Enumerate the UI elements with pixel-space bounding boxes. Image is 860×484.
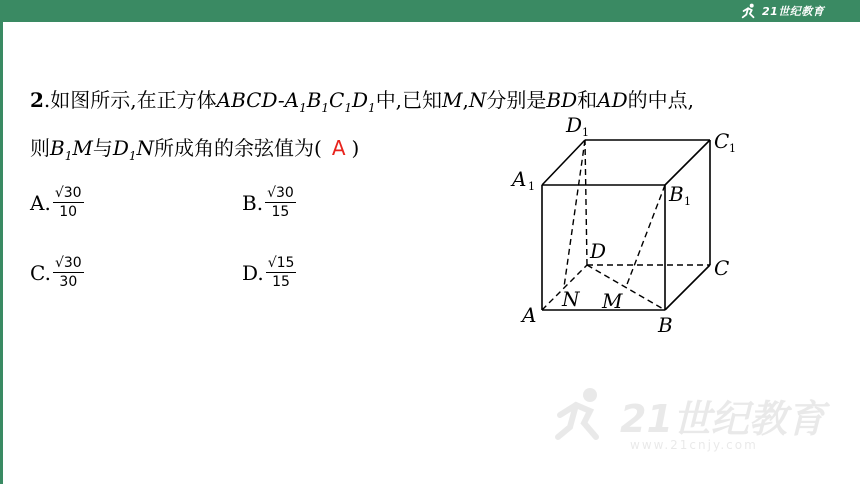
denominator: 15	[271, 204, 290, 220]
edge-d1-a1	[542, 140, 585, 185]
point-n: N	[468, 88, 487, 112]
denominator: 10	[59, 204, 78, 220]
word-and: 和	[577, 88, 598, 112]
option-letter: B.	[242, 190, 264, 215]
question-mid: 中,已知	[375, 88, 443, 112]
word-midpoint: 的中点,	[627, 88, 694, 112]
label-d1: D	[566, 113, 583, 137]
numerator: √30	[54, 255, 82, 271]
edge-b-c	[665, 265, 710, 310]
point-b1: B	[50, 136, 65, 160]
denominator: 15	[272, 274, 290, 290]
question-line-1: 2.如图所示,在正方体ABCD-$A_1B_1C_1D_1$中,已知M,N分别是BD和AD的中点,	[30, 88, 694, 115]
label-d1-sub: 1	[582, 126, 589, 139]
point-n-2: N	[136, 136, 155, 160]
numerator: √30	[54, 185, 82, 201]
watermark-text: 21世纪教育	[620, 397, 825, 441]
brand-name: 21世纪教育	[762, 5, 825, 18]
option-letter: D.	[242, 260, 264, 285]
label-b1-sub: 1	[684, 195, 691, 208]
runner-logo-icon	[740, 2, 758, 20]
label-d: D	[590, 239, 607, 263]
label-c1: C	[714, 129, 730, 153]
option-fraction	[53, 255, 84, 290]
runner-watermark-icon	[550, 385, 610, 445]
label-c: C	[714, 256, 730, 280]
word-ze: 则	[30, 136, 50, 160]
numerator: √30	[267, 185, 294, 201]
segment-d-b	[587, 265, 665, 310]
close-paren: )	[351, 136, 360, 160]
option-d[interactable]	[242, 255, 296, 290]
watermark-url: www.21cnjy.com	[630, 438, 758, 452]
question-line-2: 则$B_1M$与$D_1N$所成角的余弦值为( A )	[30, 128, 830, 176]
point-d1: D	[112, 136, 129, 160]
edge-b1-c1	[665, 140, 710, 185]
point-m-2: M	[72, 136, 93, 160]
label-a: A	[522, 303, 537, 327]
label-b: B	[658, 313, 673, 337]
left-rule	[0, 22, 3, 484]
top-bar	[0, 0, 860, 22]
point-m: M	[442, 88, 463, 112]
question-ask: 所成角的余弦值为(	[154, 136, 322, 160]
option-fraction	[266, 255, 297, 290]
numerator: √15	[267, 255, 295, 271]
option-c[interactable]	[30, 255, 84, 290]
question-prefix: 如图所示,在正方体	[50, 88, 217, 112]
denominator: 30	[59, 274, 78, 290]
segment-ad: AD	[597, 88, 628, 112]
option-b[interactable]	[242, 185, 296, 220]
answer-mark: A	[331, 136, 346, 160]
watermark	[550, 380, 840, 460]
option-fraction	[53, 185, 84, 220]
edge-d-d1	[585, 140, 587, 265]
option-a[interactable]	[30, 185, 84, 220]
question-end: 分别是	[486, 88, 547, 112]
label-m: M	[602, 289, 623, 313]
segment-d1-n	[564, 140, 585, 287]
option-letter: C.	[30, 260, 51, 285]
question-number: 2	[30, 88, 44, 112]
brand	[740, 1, 824, 21]
word-yu: 与	[92, 136, 113, 160]
cube-figure	[500, 110, 760, 350]
label-n: N	[562, 287, 580, 311]
segment-bd: BD	[546, 88, 578, 112]
label-a1: A	[512, 167, 527, 191]
label-b1: B	[669, 182, 684, 206]
label-a1-sub: 1	[528, 180, 535, 193]
option-letter: A.	[30, 190, 51, 215]
cube-name: ABCD-A	[216, 88, 300, 112]
label-c1-sub: 1	[729, 142, 736, 155]
segment-b1-m	[626, 185, 665, 287]
option-fraction	[265, 185, 296, 220]
